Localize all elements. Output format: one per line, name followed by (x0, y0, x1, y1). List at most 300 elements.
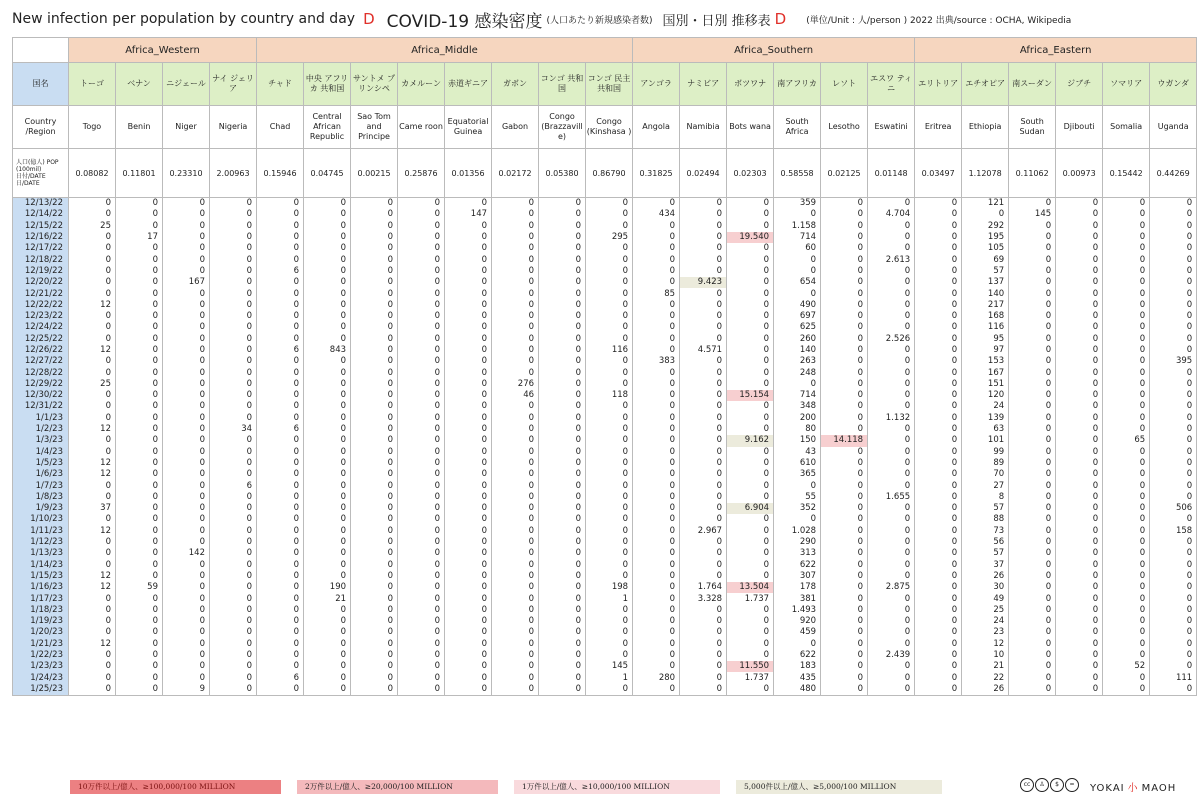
date-cell: 1/1/23 (13, 413, 69, 424)
value-cell: 0 (210, 639, 257, 650)
value-cell: 0 (492, 469, 539, 480)
country-name-jp: コンゴ 共和国 (539, 63, 586, 106)
value-cell: 0 (1103, 627, 1150, 638)
value-cell: 0 (69, 232, 116, 243)
value-cell: 0 (1150, 277, 1197, 288)
value-cell: 0 (398, 458, 445, 469)
title-main: COVID-19 感染密度 (386, 11, 543, 32)
value-cell: 0 (633, 401, 680, 412)
value-cell: 0 (210, 582, 257, 593)
value-cell: 0 (1150, 334, 1197, 345)
legend-item: 5,000件以上/億人、≥5,000/100 MILLION (736, 780, 942, 794)
value-cell: 0 (351, 627, 398, 638)
value-cell: 0 (304, 221, 351, 232)
value-cell: 0 (116, 209, 163, 220)
value-cell: 0 (257, 571, 304, 582)
value-cell: 0 (163, 616, 210, 627)
value-cell: 0 (539, 266, 586, 277)
value-cell: 17 (116, 232, 163, 243)
value-cell: 0 (633, 537, 680, 548)
value-cell: 0 (163, 367, 210, 378)
value-cell: 0 (163, 514, 210, 525)
value-cell: 0 (1056, 390, 1103, 401)
value-cell: 0 (210, 379, 257, 390)
value-cell: 0 (915, 616, 962, 627)
value-cell: 0 (1056, 198, 1103, 210)
value-cell: 0 (1103, 492, 1150, 503)
value-cell: 0 (680, 266, 727, 277)
country-name-en: Togo (69, 106, 116, 149)
value-cell: 0 (351, 616, 398, 627)
value-cell: 0 (351, 672, 398, 683)
value-cell: 0 (69, 277, 116, 288)
date-cell: 1/7/23 (13, 480, 69, 491)
value-cell: 0 (163, 526, 210, 537)
value-cell: 0 (304, 458, 351, 469)
value-cell: 0 (210, 322, 257, 333)
value-cell: 0 (398, 401, 445, 412)
value-cell: 0 (1103, 560, 1150, 571)
value-cell: 0 (351, 300, 398, 311)
value-cell: 0 (351, 514, 398, 525)
value-cell: 0 (1103, 458, 1150, 469)
value-cell: 0 (915, 322, 962, 333)
value-cell: 0 (398, 334, 445, 345)
value-cell: 151 (962, 379, 1009, 390)
value-cell: 140 (774, 345, 821, 356)
value-cell: 0 (1103, 300, 1150, 311)
value-cell: 37 (69, 503, 116, 514)
value-cell: 0 (727, 616, 774, 627)
value-cell: 0 (163, 593, 210, 604)
date-cell: 1/4/23 (13, 447, 69, 458)
value-cell: 0 (821, 560, 868, 571)
value-cell: 0 (445, 424, 492, 435)
value-cell: 0 (398, 300, 445, 311)
value-cell: 0 (492, 413, 539, 424)
value-cell: 0 (116, 469, 163, 480)
value-cell: 0 (1103, 526, 1150, 537)
value-cell: 0 (539, 616, 586, 627)
value-cell: 0 (1150, 435, 1197, 446)
country-name-en: Djibouti (1056, 106, 1103, 149)
value-cell: 0 (680, 605, 727, 616)
value-cell: 0 (1150, 367, 1197, 378)
value-cell: 0 (586, 266, 633, 277)
value-cell: 0 (821, 266, 868, 277)
title-sub: (人口あたり新規感染者数) (546, 15, 653, 26)
value-cell: 0 (868, 379, 915, 390)
date-cell: 1/11/23 (13, 526, 69, 537)
value-cell: 0 (445, 616, 492, 627)
value-cell: 0 (445, 288, 492, 299)
value-cell: 0 (116, 627, 163, 638)
value-cell: 0 (915, 413, 962, 424)
value-cell: 8 (962, 492, 1009, 503)
value-cell: 0 (727, 345, 774, 356)
table-row (13, 447, 1197, 458)
value-cell: 0 (1056, 639, 1103, 650)
value-cell: 0 (868, 469, 915, 480)
value-cell: 0 (1103, 367, 1150, 378)
value-cell: 0 (257, 582, 304, 593)
population-value: 0.86790 (586, 149, 633, 198)
value-cell: 0 (304, 526, 351, 537)
country-name-en: Gabon (492, 106, 539, 149)
value-cell: 0 (539, 605, 586, 616)
value-cell: 0 (257, 209, 304, 220)
value-cell: 0 (1150, 300, 1197, 311)
value-cell: 0 (539, 413, 586, 424)
country-jp-row (13, 63, 1197, 106)
value-cell: 0 (116, 277, 163, 288)
value-cell: 0 (445, 379, 492, 390)
value-cell: 0 (821, 605, 868, 616)
value-cell: 0 (492, 401, 539, 412)
value-cell: 0 (821, 243, 868, 254)
value-cell: 0 (351, 684, 398, 696)
value-cell: 0 (680, 560, 727, 571)
value-cell: 0 (1103, 243, 1150, 254)
value-cell: 0 (445, 458, 492, 469)
value-cell: 0 (1150, 198, 1197, 210)
value-cell: 0 (351, 469, 398, 480)
value-cell: 0 (1150, 650, 1197, 661)
value-cell: 0 (304, 503, 351, 514)
value-cell: 0 (210, 413, 257, 424)
value-cell: 0 (398, 435, 445, 446)
value-cell: 0 (1150, 514, 1197, 525)
country-name-jp: ベナン (116, 63, 163, 106)
value-cell: 0 (539, 424, 586, 435)
value-cell: 0 (1150, 254, 1197, 265)
region-header: Africa_Southern (633, 38, 915, 63)
table-row (13, 560, 1197, 571)
value-cell: 0 (492, 639, 539, 650)
value-cell: 0 (868, 548, 915, 559)
title-en: New infection per population by country and day (12, 11, 356, 27)
value-cell: 0 (1009, 435, 1056, 446)
value-cell: 0 (69, 288, 116, 299)
value-cell: 0 (210, 548, 257, 559)
value-cell: 0 (1056, 627, 1103, 638)
value-cell: 0 (69, 401, 116, 412)
value-cell: 0 (1103, 503, 1150, 514)
value-cell: 0 (163, 379, 210, 390)
date-cell: 1/9/23 (13, 503, 69, 514)
value-cell: 0 (1103, 650, 1150, 661)
value-cell: 0 (586, 571, 633, 582)
value-cell: 0 (492, 209, 539, 220)
country-name-en: Congo (Kinshasa ) (586, 106, 633, 149)
value-cell: 0 (1009, 401, 1056, 412)
value-cell: 843 (304, 345, 351, 356)
table-row (13, 582, 1197, 593)
value-cell: 0 (633, 334, 680, 345)
value-cell: 0 (163, 311, 210, 322)
date-cell: 1/19/23 (13, 616, 69, 627)
value-cell: 0 (727, 266, 774, 277)
value-cell: 0 (915, 232, 962, 243)
value-cell: 0 (445, 311, 492, 322)
value-cell: 0 (116, 616, 163, 627)
value-cell: 0 (915, 593, 962, 604)
value-cell: 26 (962, 571, 1009, 582)
brand-logo (1090, 779, 1176, 794)
value-cell: 0 (210, 367, 257, 378)
value-cell: 0 (727, 300, 774, 311)
value-cell: 0 (116, 435, 163, 446)
population-value: 0.04745 (304, 149, 351, 198)
value-cell: 0 (1009, 514, 1056, 525)
value-cell: 0 (116, 390, 163, 401)
value-cell: 0 (915, 672, 962, 683)
value-cell: 0 (210, 605, 257, 616)
value-cell: 0 (257, 514, 304, 525)
value-cell: 0 (492, 221, 539, 232)
value-cell: 0 (821, 571, 868, 582)
value-cell: 0 (257, 379, 304, 390)
value-cell: 0 (868, 424, 915, 435)
value-cell: 0 (69, 254, 116, 265)
value-cell: 0 (445, 560, 492, 571)
value-cell: 0 (821, 593, 868, 604)
value-cell: 490 (774, 300, 821, 311)
value-cell: 217 (962, 300, 1009, 311)
value-cell: 0 (257, 277, 304, 288)
value-cell: 0 (116, 560, 163, 571)
value-cell: 0 (445, 627, 492, 638)
table-row (13, 277, 1197, 288)
date-cell: 1/3/23 (13, 435, 69, 446)
value-cell: 0 (821, 401, 868, 412)
value-cell: 0 (727, 322, 774, 333)
value-cell: 0 (398, 322, 445, 333)
value-cell: 1.737 (727, 672, 774, 683)
date-cell: 12/17/22 (13, 243, 69, 254)
value-cell: 0 (257, 221, 304, 232)
value-cell: 0 (633, 311, 680, 322)
value-cell: 0 (680, 684, 727, 696)
value-cell: 37 (962, 560, 1009, 571)
country-name-en: South Sudan (1009, 106, 1056, 149)
value-cell: 0 (398, 367, 445, 378)
value-cell: 0 (586, 548, 633, 559)
value-cell: 0 (1056, 435, 1103, 446)
value-cell: 0 (445, 401, 492, 412)
value-cell: 0 (492, 198, 539, 210)
value-cell: 0 (539, 390, 586, 401)
value-cell: 0 (1056, 605, 1103, 616)
color-legend (70, 780, 958, 794)
value-cell: 0 (116, 254, 163, 265)
value-cell: 0 (727, 424, 774, 435)
value-cell: 0 (633, 447, 680, 458)
value-cell: 2.875 (868, 582, 915, 593)
value-cell: 0 (1056, 334, 1103, 345)
value-cell: 0 (257, 639, 304, 650)
value-cell: 85 (633, 288, 680, 299)
value-cell: 0 (727, 548, 774, 559)
value-cell: 0 (586, 401, 633, 412)
value-cell: 0 (727, 639, 774, 650)
value-cell: 0 (821, 379, 868, 390)
value-cell: 0 (351, 650, 398, 661)
value-cell: 0 (351, 503, 398, 514)
value-cell: 0 (116, 345, 163, 356)
value-cell: 0 (868, 684, 915, 696)
country-name-en: Somalia (1103, 106, 1150, 149)
value-cell: 0 (539, 469, 586, 480)
title-jp2: 国別・日別 推移表 (662, 13, 771, 29)
date-cell: 12/29/22 (13, 379, 69, 390)
value-cell: 24 (962, 616, 1009, 627)
value-cell: 0 (351, 661, 398, 672)
country-name-jp: ウガンダ (1150, 63, 1197, 106)
value-cell: 0 (257, 390, 304, 401)
value-cell: 0 (1056, 672, 1103, 683)
value-cell: 0 (116, 288, 163, 299)
value-cell: 0 (304, 605, 351, 616)
value-cell: 0 (492, 537, 539, 548)
population-value: 0.02494 (680, 149, 727, 198)
value-cell: 0 (445, 334, 492, 345)
value-cell: 0 (257, 650, 304, 661)
value-cell: 0 (915, 266, 962, 277)
value-cell: 0 (539, 480, 586, 491)
value-cell: 654 (774, 277, 821, 288)
value-cell: 0 (492, 548, 539, 559)
value-cell: 0 (398, 560, 445, 571)
country-name-en: Lesotho (821, 106, 868, 149)
value-cell: 0 (727, 221, 774, 232)
value-cell: 0 (445, 447, 492, 458)
value-cell: 0 (257, 254, 304, 265)
value-cell: 0 (586, 514, 633, 525)
value-cell: 0 (116, 593, 163, 604)
value-cell: 0 (1056, 266, 1103, 277)
value-cell: 0 (304, 435, 351, 446)
date-cell: 12/22/22 (13, 300, 69, 311)
value-cell: 0 (680, 503, 727, 514)
value-cell: 0 (1103, 571, 1150, 582)
value-cell: 0 (539, 526, 586, 537)
value-cell: 0 (1009, 560, 1056, 571)
value-cell: 0 (492, 627, 539, 638)
cc-icon: cc (1020, 778, 1034, 792)
value-cell: 12 (69, 458, 116, 469)
value-cell: 0 (1103, 311, 1150, 322)
value-cell: 0 (680, 672, 727, 683)
value-cell: 0 (163, 334, 210, 345)
population-value: 0.58558 (774, 149, 821, 198)
value-cell: 0 (69, 672, 116, 683)
value-cell: 0 (492, 266, 539, 277)
value-cell: 0 (915, 379, 962, 390)
table-body (13, 198, 1197, 696)
value-cell: 0 (304, 469, 351, 480)
value-cell: 0 (633, 322, 680, 333)
value-cell: 0 (69, 593, 116, 604)
date-cell: 12/30/22 (13, 390, 69, 401)
value-cell: 0 (351, 266, 398, 277)
value-cell: 0 (1009, 650, 1056, 661)
value-cell: 0 (69, 480, 116, 491)
date-cell: 1/10/23 (13, 514, 69, 525)
value-cell: 0 (304, 480, 351, 491)
value-cell: 0 (915, 650, 962, 661)
value-cell: 0 (257, 548, 304, 559)
country-name-jp: レソト (821, 63, 868, 106)
value-cell: 0 (586, 356, 633, 367)
value-cell: 0 (821, 661, 868, 672)
value-cell: 0 (257, 526, 304, 537)
value-cell: 0 (727, 684, 774, 696)
value-cell: 0 (821, 548, 868, 559)
value-cell: 19.540 (727, 232, 774, 243)
value-cell: 0 (304, 401, 351, 412)
population-row (13, 149, 1197, 198)
population-header-label: 人口(億人) POP (100mil) (16, 159, 59, 173)
date-cell: 12/15/22 (13, 221, 69, 232)
value-cell: 0 (163, 266, 210, 277)
value-cell: 0 (445, 514, 492, 525)
value-cell: 0 (492, 300, 539, 311)
value-cell: 0 (774, 514, 821, 525)
value-cell: 0 (1056, 311, 1103, 322)
country-name-en: Eritrea (915, 106, 962, 149)
value-cell: 0 (445, 582, 492, 593)
value-cell: 0 (116, 458, 163, 469)
table-row (13, 424, 1197, 435)
value-cell: 0 (633, 661, 680, 672)
table-row (13, 661, 1197, 672)
value-cell: 0 (351, 379, 398, 390)
table-row (13, 458, 1197, 469)
table-row (13, 266, 1197, 277)
legend-item: 10万件以上/億人、≥100,000/100 MILLION (70, 780, 281, 794)
value-cell: 0 (1009, 582, 1056, 593)
value-cell: 0 (492, 322, 539, 333)
value-cell: 0 (1103, 514, 1150, 525)
value-cell: 0 (680, 390, 727, 401)
value-cell: 6 (257, 424, 304, 435)
value-cell: 142 (163, 548, 210, 559)
population-value: 0.11062 (1009, 149, 1056, 198)
country-name-jp: ボツワナ (727, 63, 774, 106)
value-cell: 0 (1056, 277, 1103, 288)
population-value: 0.15946 (257, 149, 304, 198)
value-cell: 0 (633, 548, 680, 559)
value-cell: 0 (1009, 469, 1056, 480)
value-cell: 0 (539, 650, 586, 661)
value-cell: 0 (774, 379, 821, 390)
value-cell: 9 (163, 684, 210, 696)
value-cell: 0 (539, 639, 586, 650)
value-cell: 0 (539, 672, 586, 683)
value-cell: 0 (163, 288, 210, 299)
value-cell: 0 (445, 390, 492, 401)
value-cell: 0 (163, 322, 210, 333)
value-cell: 0 (492, 435, 539, 446)
value-cell: 9.162 (727, 435, 774, 446)
value-cell: 0 (821, 288, 868, 299)
value-cell: 0 (1150, 560, 1197, 571)
region-header: Africa_Middle (257, 38, 633, 63)
value-cell: 0 (163, 582, 210, 593)
legend-item: 2万件以上/億人、≥20,000/100 MILLION (297, 780, 498, 794)
value-cell: 0 (1103, 232, 1150, 243)
